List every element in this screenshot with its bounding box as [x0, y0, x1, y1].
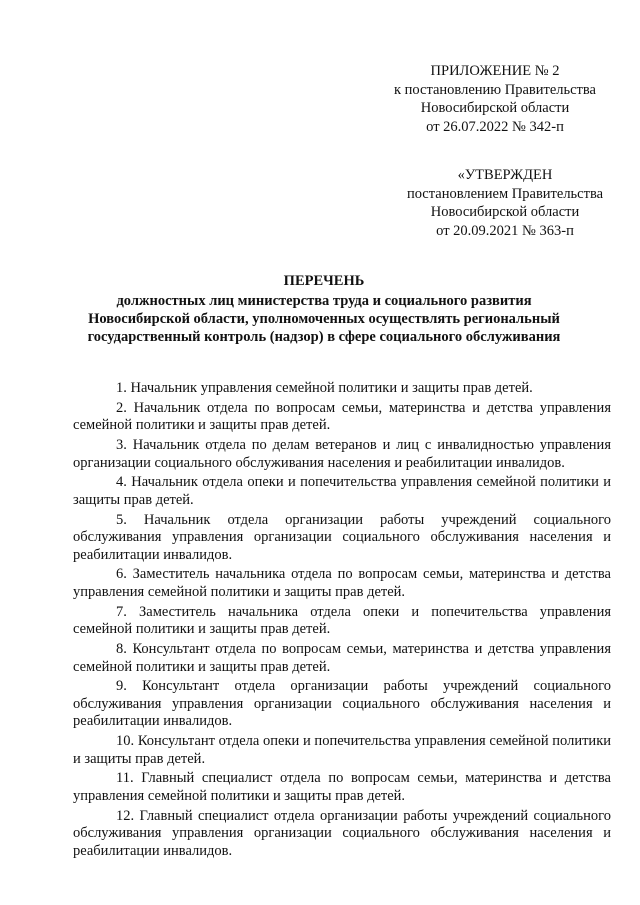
officials-list	[73, 380, 611, 863]
approval-block	[380, 166, 630, 240]
list-item: 5. Начальник отдела организации работы учреждений социального обслуживания управления организации социального обслуживания населения и реабилитации инвалидов.	[73, 511, 611, 563]
list-item: 11. Главный специалист отдела по вопросам семьи, материнства и детства управления семейной политики и защиты прав детей.	[73, 770, 611, 804]
list-item: 7. Заместитель начальника отдела опеки и попечительства управления семейной политики и защиты прав детей.	[73, 603, 611, 638]
annex-number: ПРИЛОЖЕНИЕ № 2	[430, 63, 560, 79]
annex-region: Новосибирской области	[420, 100, 570, 116]
list-item: 3. Начальник отдела по делам ветеранов и лиц с инвалидностью управления организации социального обслуживания населения и реабилитации инвалидов.	[73, 437, 611, 471]
list-item: 10. Консультант отдела опеки и попечительства управления семейной политики и защиты прав детей.	[73, 733, 611, 767]
title-subtitle-line: государственный контроль (надзор) в сфере социального обслуживания	[87, 329, 561, 345]
annex-block	[380, 62, 610, 136]
approval-region: Новосибирской области	[430, 204, 580, 220]
list-item: 4. Начальник отдела опеки и попечительства управления семейной политики и защиты прав детей.	[73, 474, 611, 508]
title-heading: ПЕРЕЧЕНЬ	[283, 273, 365, 289]
annex-resolution-ref: к постановлению Правительства	[394, 81, 596, 98]
list-item: 12. Главный специалист отдела организации работы учреждений социального обслуживания управления организации социального обслуживания населения и реабилитации инвалидов.	[73, 807, 611, 859]
list-item: 1. Начальник управления семейной политики и защиты прав детей.	[116, 380, 533, 396]
title-subtitle-line: Новосибирской области, уполномоченных осуществлять региональный	[88, 311, 560, 327]
annex-date-number: от 26.07.2022 № 342-п	[426, 118, 564, 135]
document-title	[60, 272, 588, 346]
list-item: 6. Заместитель начальника отдела по вопросам семьи, материнства и детства управления семейной политики и защиты прав детей.	[73, 566, 611, 600]
list-item: 9. Консультант отдела организации работы учреждений социального обслуживания управления организации социального обслуживания населения и реабилитации инвалидов.	[73, 678, 611, 730]
approval-date-number: от 20.09.2021 № 363-п	[436, 222, 574, 239]
title-subtitle-line: должностных лиц министерства труда и социального развития	[116, 293, 532, 309]
list-item: 2. Начальник отдела по вопросам семьи, материнства и детства управления семейной политики и защиты прав детей.	[73, 399, 611, 434]
list-item: 8. Консультант отдела по вопросам семьи, материнства и детства управления семейной политики и защиты прав детей.	[73, 641, 611, 675]
approval-stamp: «УТВЕРЖДЕН	[457, 167, 553, 183]
approval-resolution-ref: постановлением Правительства	[406, 185, 604, 202]
